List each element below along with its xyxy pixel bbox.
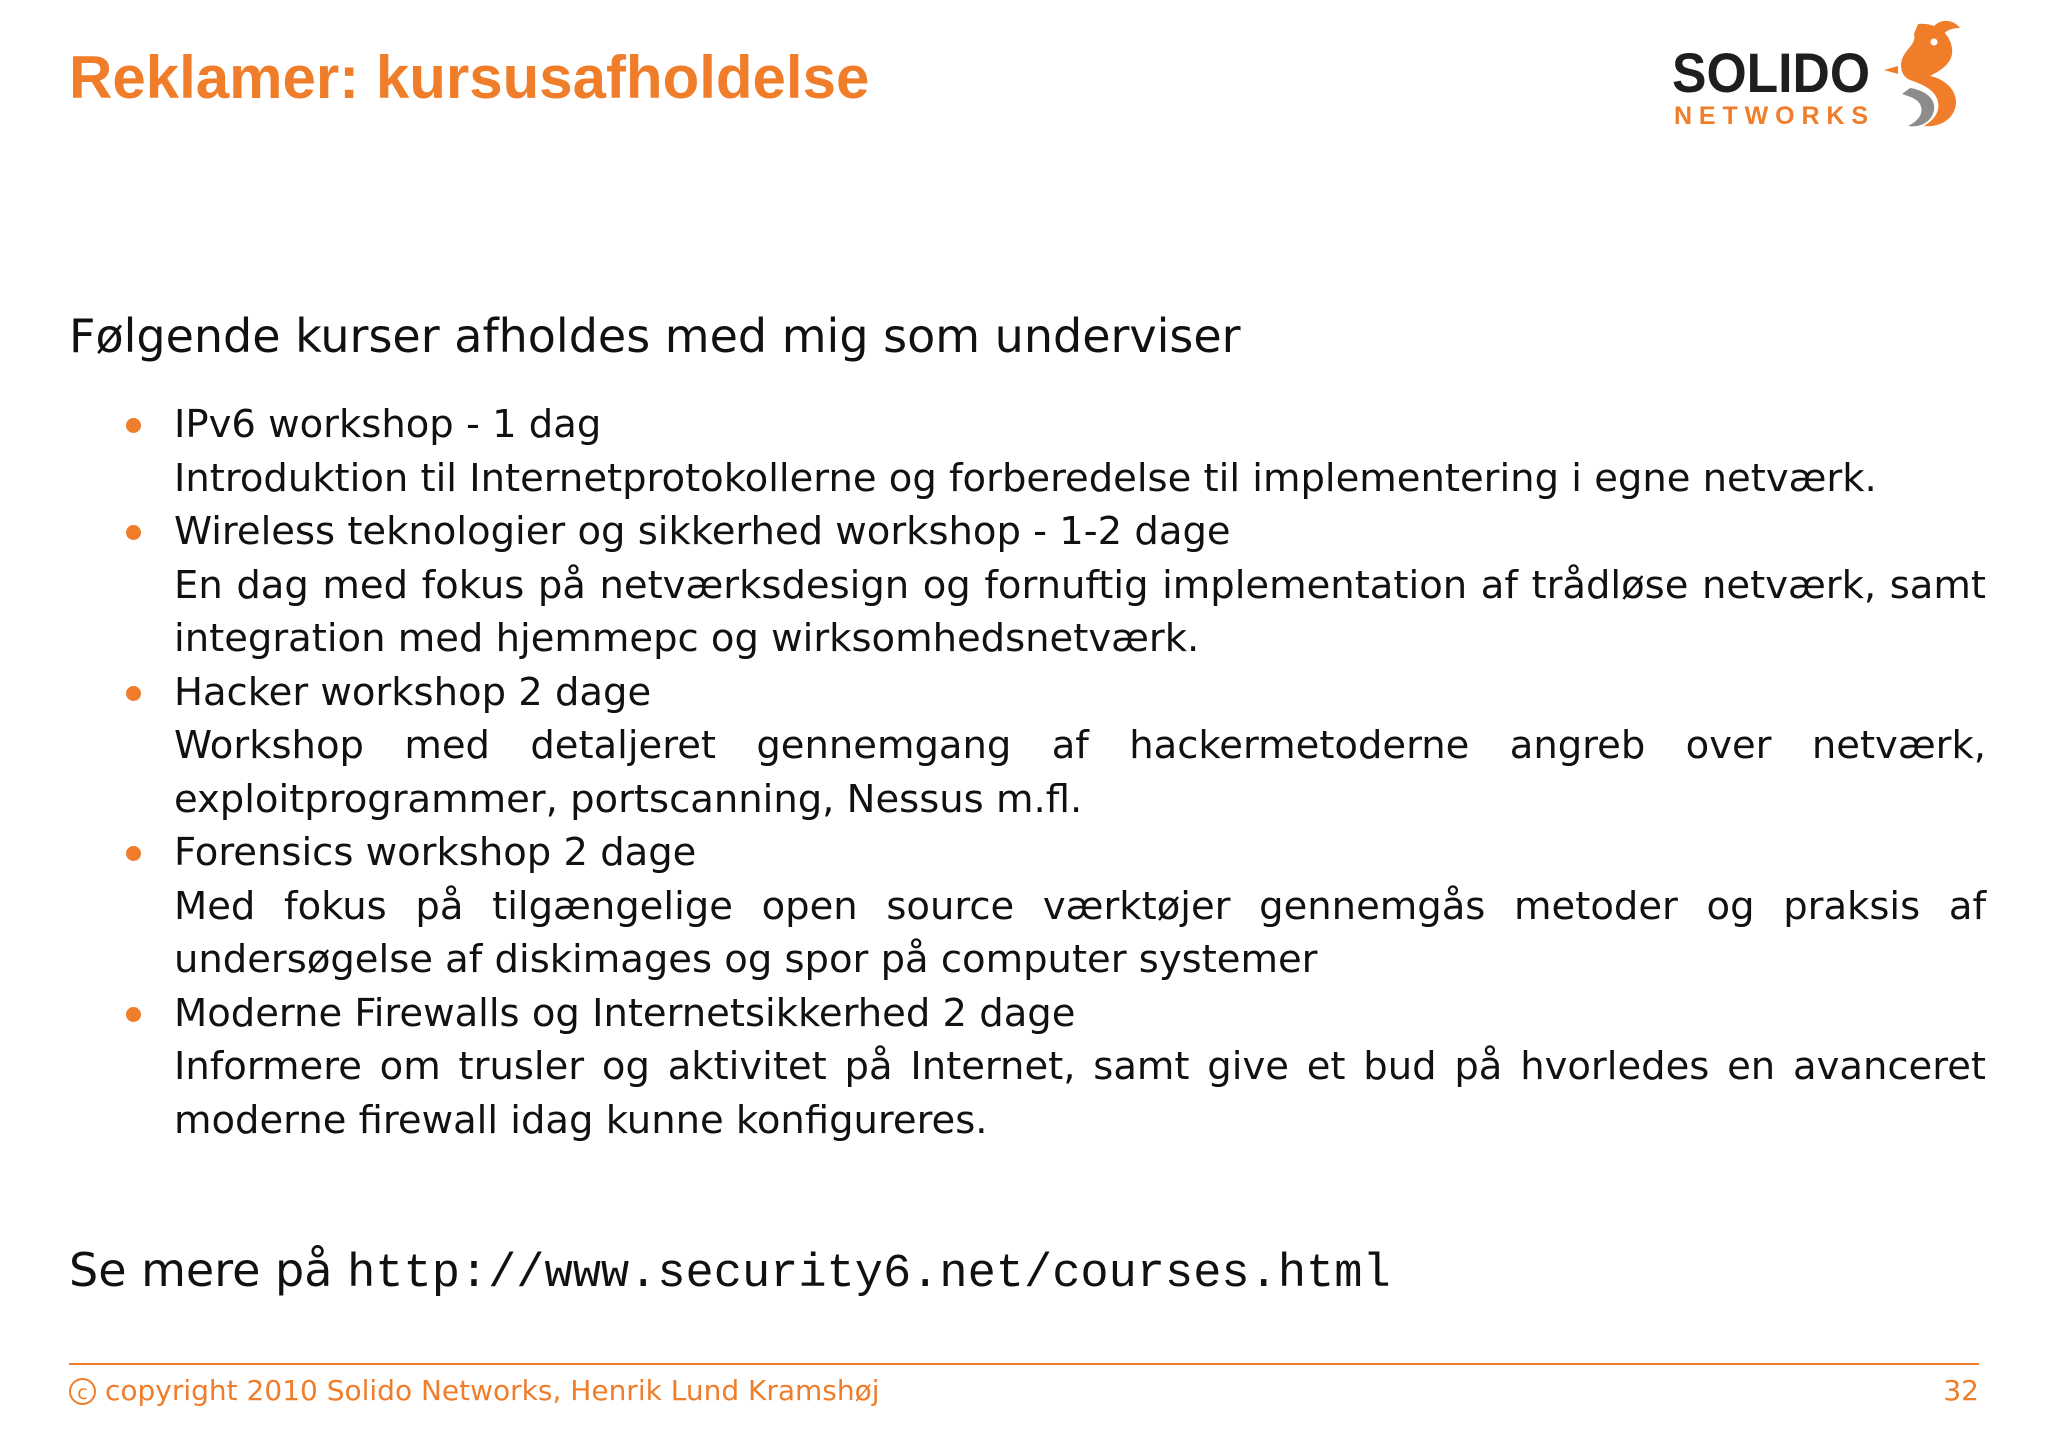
course-description: Med fokus på tilgængelige open source værktøjer gennemgås metoder og praksis af undersøgelse af diskimages og spor på computer systemer: [174, 883, 1986, 982]
course-description: En dag med fokus på netværksdesign og fornuftig implementation af trådløse netværk, samt integration med hjemmepc og wirksomhedsnetværk.: [174, 562, 1986, 661]
list-item: [126, 987, 1986, 1148]
logo-wordmark-networks: NETWORKS: [1674, 102, 1868, 130]
copyright-text: copyright 2010 Solido Networks, Henrik Lund Kramshøj: [105, 1374, 880, 1407]
slide-title: Reklamer: kursusafholdelse: [69, 44, 870, 111]
copyright-notice: [69, 1373, 880, 1409]
bullet-icon: [126, 418, 141, 433]
course-title: Moderne Firewalls og Internetsikkerhed 2 dage: [174, 990, 1076, 1036]
list-item: [126, 826, 1986, 987]
course-description: Informere om trusler og aktivitet på Internet, samt give et bud på hvorledes en avanceret moderne firewall idag kunne konfigureres.: [174, 1044, 1986, 1143]
course-title: Hacker workshop 2 dage: [174, 669, 652, 715]
list-item: [126, 505, 1986, 666]
course-title: IPv6 workshop - 1 dag: [174, 402, 602, 447]
course-title: Forensics workshop 2 dage: [174, 830, 697, 875]
more-info-prefix: Se mere på: [69, 1243, 333, 1297]
course-description: Workshop med detaljeret gennemgang af hackermetoderne angreb over netværk, exploitprogrammer, portscanning, Nessus m.fl.: [174, 723, 1986, 822]
page-number: 32: [1943, 1374, 1979, 1407]
company-logo: [1672, 18, 1972, 134]
bullet-icon: [126, 686, 141, 701]
course-title: Wireless teknologier og sikkerhed workshop - 1-2 dage: [174, 509, 1231, 554]
copyright-icon: c: [69, 1378, 96, 1405]
seahorse-icon: [1884, 21, 1960, 126]
bullet-icon: [126, 846, 141, 861]
more-info: [69, 1240, 1391, 1305]
logo-wordmark-solido: SOLIDO: [1672, 41, 1870, 104]
course-description: Introduktion til Internetprotokollerne og forberedelse til implementering i egne netværk.: [174, 455, 1877, 501]
bullet-icon: [126, 1007, 141, 1022]
list-item: [126, 666, 1986, 827]
course-list: [126, 398, 1986, 1147]
list-item: [126, 398, 1986, 505]
intro-text: Følgende kurser afholdes med mig som underviser: [69, 309, 1241, 363]
courses-link[interactable]: http://www.security6.net/courses.html: [347, 1248, 1391, 1301]
bullet-icon: [126, 525, 141, 540]
footer-divider: [69, 1363, 1979, 1365]
